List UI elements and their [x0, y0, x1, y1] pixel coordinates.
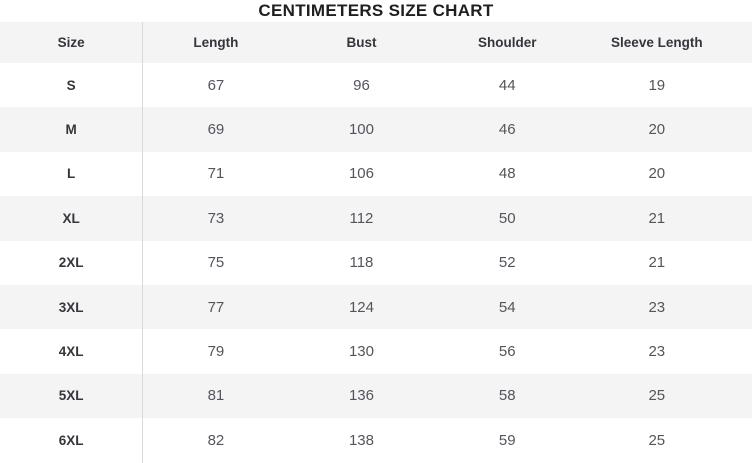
value-cell: 118 — [349, 254, 374, 272]
value-cell: 52 — [498, 254, 516, 272]
value-cell: 44 — [498, 76, 516, 94]
value-cell: 50 — [498, 209, 516, 227]
value-cell: 124 — [348, 298, 374, 316]
size-cell: 2XL — [0, 241, 143, 285]
column-header-bust: Bust — [346, 35, 377, 50]
table-row — [0, 152, 752, 196]
table-row — [0, 63, 752, 107]
table-body — [0, 63, 752, 463]
value-cell: 54 — [498, 298, 516, 316]
value-cell: 138 — [348, 431, 374, 449]
value-cell: 48 — [498, 165, 516, 183]
value-cell: 136 — [348, 387, 374, 405]
table-row — [0, 374, 752, 418]
size-cell: L — [0, 152, 143, 196]
value-cell: 21 — [648, 209, 666, 227]
size-cell: 6XL — [0, 418, 143, 462]
table-row — [0, 285, 752, 329]
table-row — [0, 329, 752, 373]
column-header-shoulder: Shoulder — [477, 35, 537, 50]
page-title: CENTIMETERS SIZE CHART — [258, 1, 494, 20]
column-header-length: Length — [193, 35, 239, 50]
table-row — [0, 107, 752, 151]
column-header-sleeve-length: Sleeve Length — [611, 35, 703, 50]
value-cell: 77 — [207, 298, 225, 316]
value-cell: 46 — [498, 121, 516, 139]
size-cell: S — [0, 63, 143, 107]
value-cell: 20 — [648, 121, 666, 139]
value-cell: 73 — [207, 209, 225, 227]
value-cell: 82 — [207, 431, 225, 449]
header-row — [0, 22, 752, 63]
value-cell: 23 — [648, 298, 666, 316]
table-row — [0, 418, 752, 462]
value-cell: 25 — [648, 431, 666, 449]
value-cell: 59 — [498, 431, 516, 449]
table-row — [0, 241, 752, 285]
size-cell: M — [0, 107, 143, 151]
value-cell: 130 — [348, 343, 374, 361]
value-cell: 23 — [648, 343, 666, 361]
value-cell: 96 — [353, 76, 370, 94]
size-chart-table — [0, 22, 752, 463]
value-cell: 81 — [207, 387, 225, 405]
value-cell: 71 — [207, 165, 225, 183]
value-cell: 112 — [349, 209, 374, 227]
size-cell: 5XL — [0, 374, 143, 418]
value-cell: 106 — [348, 165, 374, 183]
value-cell: 19 — [648, 76, 666, 94]
column-header-size: Size — [0, 22, 143, 63]
value-cell: 25 — [648, 387, 666, 405]
size-cell: 4XL — [0, 329, 143, 373]
value-cell: 69 — [207, 121, 225, 139]
table-row — [0, 196, 752, 240]
value-cell: 67 — [207, 76, 225, 94]
size-cell: XL — [0, 196, 143, 240]
value-cell: 20 — [648, 165, 666, 183]
value-cell: 79 — [207, 343, 225, 361]
value-cell: 100 — [348, 121, 374, 139]
value-cell: 58 — [498, 387, 516, 405]
value-cell: 75 — [207, 254, 225, 272]
size-cell: 3XL — [0, 285, 143, 329]
value-cell: 56 — [498, 343, 516, 361]
value-cell: 21 — [648, 254, 666, 272]
